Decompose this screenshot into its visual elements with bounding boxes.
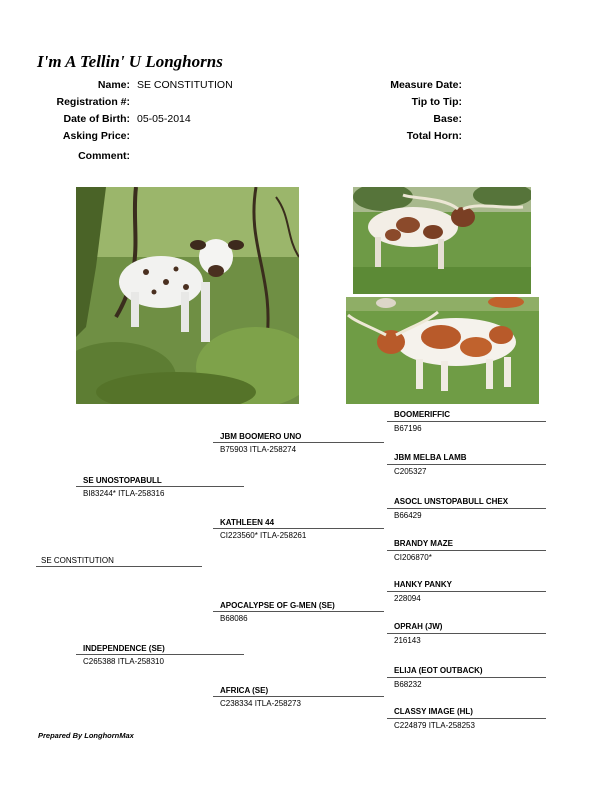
pedigree-g3-4-reg: CI206870* <box>394 553 432 562</box>
pedigree-sire-sire-name: JBM BOOMERO UNO <box>220 432 302 441</box>
pedigree-g3-2-reg: C205327 <box>394 467 427 476</box>
page-title: I'm A Tellin' U Longhorns <box>37 52 223 71</box>
pedigree-line <box>387 633 546 634</box>
pedigree-line <box>387 464 546 465</box>
base-label: Base: <box>433 113 462 125</box>
pedigree-dam-reg: C265388 ITLA-258310 <box>83 657 164 666</box>
longhorn-photo-2 <box>346 297 539 404</box>
pedigree-g3-8-reg: C224879 ITLA-258253 <box>394 721 475 730</box>
pedigree-g3-3-reg: B66429 <box>394 511 422 520</box>
pedigree-g3-6-name: OPRAH (JW) <box>394 622 443 631</box>
pedigree-g3-4-name: BRANDY MAZE <box>394 539 453 548</box>
name-label: Name: <box>97 79 130 91</box>
calf-photo <box>76 187 299 404</box>
pedigree-line <box>213 528 384 529</box>
measure-date-label: Measure Date: <box>390 79 462 91</box>
pedigree-g3-5-reg: 228094 <box>394 594 421 603</box>
pedigree-line <box>213 696 384 697</box>
pedigree-dam-name: INDEPENDENCE (SE) <box>83 644 165 653</box>
total-horn-label: Total Horn: <box>406 130 462 142</box>
pedigree-line <box>387 591 546 592</box>
pedigree-line <box>76 486 244 487</box>
dob-value: 05-05-2014 <box>137 113 191 125</box>
pedigree-g3-5-name: HANKY PANKY <box>394 580 452 589</box>
footer-prepared-by: Prepared By LonghornMax <box>38 731 134 740</box>
pedigree-g3-6-reg: 216143 <box>394 636 421 645</box>
registration-label: Registration #: <box>56 96 130 108</box>
pedigree-dam-dam-reg: C238334 ITLA-258273 <box>220 699 301 708</box>
pedigree-line <box>387 421 546 422</box>
asking-price-label: Asking Price: <box>62 130 130 142</box>
pedigree-sire-dam-reg: CI223560* ITLA-258261 <box>220 531 307 540</box>
pedigree-g3-8-name: CLASSY IMAGE (HL) <box>394 707 473 716</box>
pedigree-g3-2-name: JBM MELBA LAMB <box>394 453 467 462</box>
pedigree-g3-1-reg: B67196 <box>394 424 422 433</box>
pedigree-line <box>36 566 202 567</box>
pedigree-line <box>213 611 384 612</box>
pedigree-g3-7-name: ELIJA (EOT OUTBACK) <box>394 666 483 675</box>
tip-to-tip-label: Tip to Tip: <box>411 96 462 108</box>
pedigree-g3-3-name: ASOCL UNSTOPABULL CHEX <box>394 497 509 506</box>
pedigree-sire-name: SE UNOSTOPABULL <box>83 476 162 485</box>
dob-label: Date of Birth: <box>63 113 130 125</box>
pedigree-dam-sire-reg: B68086 <box>220 614 248 623</box>
pedigree-line <box>387 550 546 551</box>
pedigree-sire-reg: BI83244* ITLA-258316 <box>83 489 165 498</box>
pedigree-subject-name: SE CONSTITUTION <box>41 556 114 565</box>
name-value: SE CONSTITUTION <box>137 79 233 91</box>
pedigree-line <box>387 718 546 719</box>
pedigree-dam-sire-name: APOCALYPSE OF G-MEN (SE) <box>220 601 335 610</box>
longhorn-photo-1 <box>353 187 531 294</box>
pedigree-dam-dam-name: AFRICA (SE) <box>220 686 269 695</box>
pedigree-sire-dam-name: KATHLEEN 44 <box>220 518 275 527</box>
pedigree-sire-sire-reg: B75903 ITLA-258274 <box>220 445 297 454</box>
pedigree-g3-7-reg: B68232 <box>394 680 422 689</box>
pedigree-line <box>387 508 546 509</box>
comment-label: Comment: <box>78 150 130 162</box>
pedigree-line <box>387 677 546 678</box>
pedigree-line <box>76 654 244 655</box>
pedigree-line <box>213 442 384 443</box>
pedigree-g3-1-name: BOOMERIFFIC <box>394 410 450 419</box>
